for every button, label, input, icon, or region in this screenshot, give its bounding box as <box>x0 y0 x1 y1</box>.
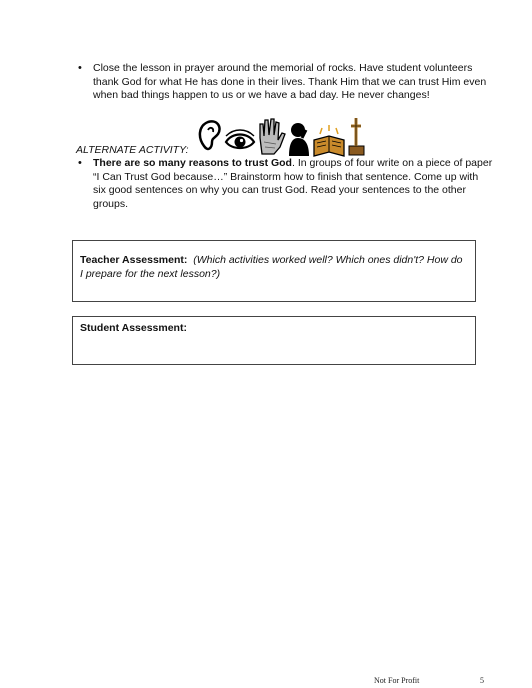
book-icon <box>314 125 344 156</box>
student-assessment-label: Student Assessment: <box>80 322 187 334</box>
teacher-assessment-content <box>80 254 465 281</box>
student-assessment-content <box>80 322 465 336</box>
eye-icon <box>226 130 254 148</box>
alternate-activity-lead: There are so many reasons to trust God <box>93 157 292 169</box>
teacher-assessment-label: Teacher Assessment: <box>80 254 188 266</box>
teacher-assessment-box[interactable] <box>72 240 476 302</box>
closing-prayer-paragraph: Close the lesson in prayer around the memorial of rocks. Have student volunteers thank God for what He has done in their lives. Thank Him that we can trust Him even when bad things happen to us or we have a bad day. He never changes! <box>93 62 487 101</box>
footer-label: Not For Profit <box>374 676 420 685</box>
alternate-activity-paragraph <box>93 157 493 211</box>
hand-icon <box>260 119 285 154</box>
bible-cross-icon <box>349 118 364 155</box>
page-number: 5 <box>480 676 484 685</box>
senses-icon-strip <box>196 116 366 158</box>
student-assessment-box[interactable] <box>72 316 476 365</box>
ear-icon <box>200 121 220 149</box>
alternate-activity-text: . In groups of four write on a piece of paper “I Can Trust God because…” Brainstorm how to finish that sentence. Come up with six good sentences on why you can trust God. Read your sentences to the other groups. <box>93 157 493 210</box>
bullet-marker: • <box>78 62 82 74</box>
teacher-assessment-prompt: (Which activities worked well? Which ones didn't? How do I prepare for the next lesson?) <box>80 254 463 280</box>
alternate-activity-label: ALTERNATE ACTIVITY: <box>76 144 189 156</box>
bullet-marker: • <box>78 157 82 169</box>
praying-child-icon <box>289 123 309 156</box>
